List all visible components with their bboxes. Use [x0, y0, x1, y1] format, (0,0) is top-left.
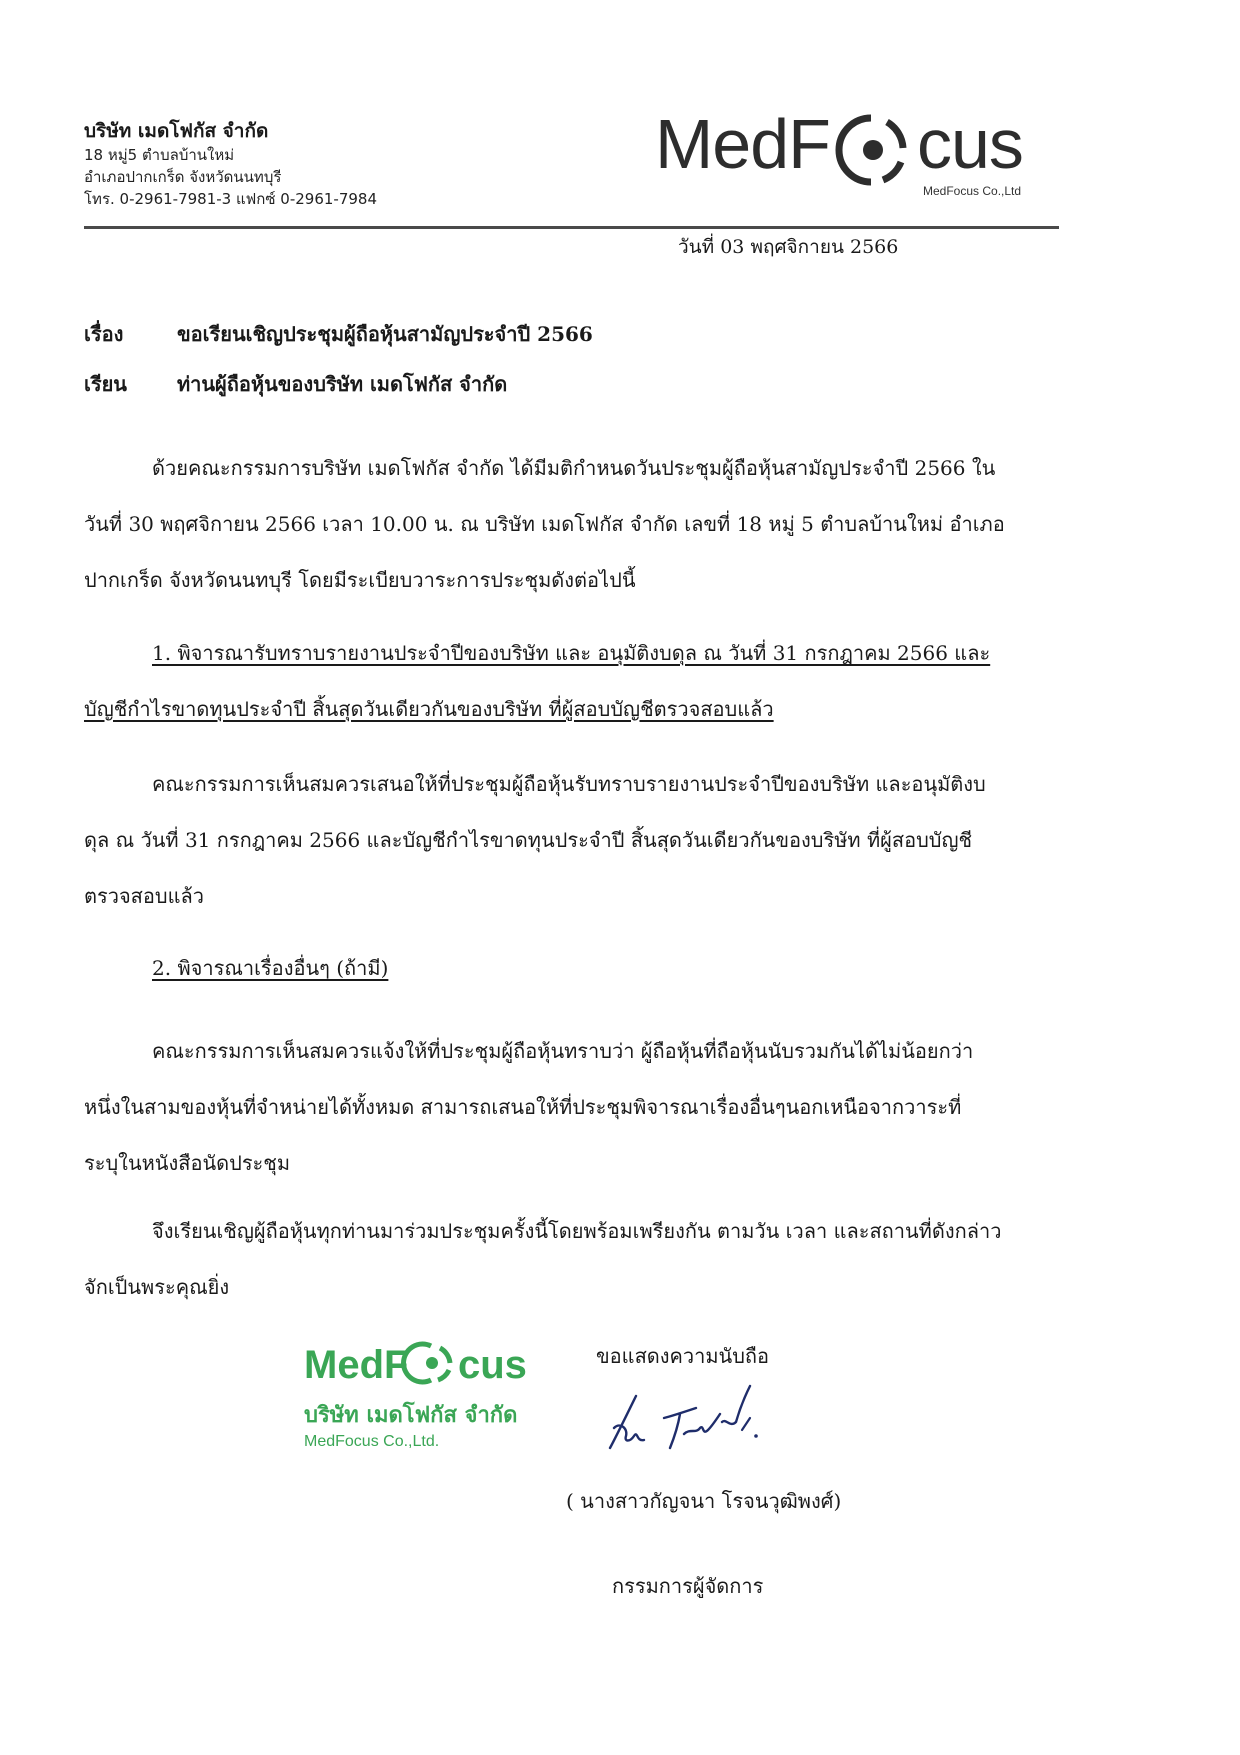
stamp-logo-cus: cus	[458, 1343, 527, 1387]
recipient-row	[84, 368, 507, 400]
focus-ring-icon	[839, 118, 903, 182]
address-line-2: อำเภอปากเกร็ด จังหวัดนนทบุรี	[84, 168, 282, 186]
subject-row	[84, 318, 593, 350]
logo-text-med: MedF	[655, 105, 830, 183]
agenda-item-2-title	[84, 940, 1144, 996]
stamp-logo-med: MedF	[304, 1343, 409, 1387]
logo-subtitle: MedFocus Co.,Ltd	[923, 184, 1022, 198]
item1-body-line-3: ตรวจสอบแล้ว	[84, 884, 204, 908]
item2-body-line-1: คณะกรรมการเห็นสมควรแจ้งให้ที่ประชุมผู้ถือหุ้นทราบว่า ผู้ถือหุ้นที่ถือหุ้นนับรวมกันได้ไม่น้อยกว่า	[152, 1039, 974, 1063]
closing-line-1: จึงเรียนเชิญผู้ถือหุ้นทุกท่านมาร่วมประชุมครั้งนี้โดยพร้อมเพรียงกัน ตามวัน เวลา และสถานที่ดังกล่าว	[152, 1219, 1002, 1243]
handwritten-signature	[600, 1378, 800, 1468]
subject-text: ขอเรียนเชิญประชุมผู้ถือหุ้นสามัญประจำปี 2566	[176, 322, 593, 346]
item1-body-line-1: คณะกรรมการเห็นสมควรเสนอให้ที่ประชุมผู้ถือหุ้นรับทราบรายงานประจำปีของบริษัท และอนุมัติงบ	[152, 772, 986, 796]
company-name: บริษัท เมดโฟกัส จำกัด	[84, 120, 269, 142]
signer-title: กรรมการผู้จัดการ	[612, 1574, 764, 1598]
stamp-focus-ring-icon	[404, 1344, 450, 1382]
recipient-text: ท่านผู้ถือหุ้นของบริษัท เมดโฟกัส จำกัด	[176, 372, 508, 396]
item1-body-line-2: ดุล ณ วันที่ 31 กรกฎาคม 2566 และบัญชีกำไรขาดทุนประจำปี สิ้นสุดวันเดียวกันของบริษัท ที่ผู้สอบบัญชี	[84, 828, 973, 852]
regards-text: ขอแสดงความนับถือ	[596, 1344, 770, 1368]
item2-body-line-3: ระบุในหนังสือนัดประชุม	[84, 1151, 291, 1175]
recipient-label: เรียน	[84, 372, 127, 396]
stamp-english-name: MedFocus Co.,Ltd.	[304, 1433, 440, 1450]
intro-line-3: ปากเกร็ด จังหวัดนนทบุรี โดยมีระเบียบวาระการประชุมดังต่อไปนี้	[84, 568, 636, 592]
closing-line-2: จักเป็นพระคุณยิ่ง	[84, 1275, 230, 1299]
item2-title: 2. พิจารณาเรื่องอื่นๆ (ถ้ามี)	[152, 956, 389, 980]
agenda-item-2-body	[84, 1023, 1144, 1191]
logo-text-cus: cus	[917, 105, 1023, 183]
company-stamp	[300, 1330, 570, 1480]
intro-line-2: วันที่ 30 พฤศจิกายน 2566 เวลา 10.00 น. ณ บริษัท เมดโฟกัส จำกัด เลขที่ 18 หมู่ 5 ตำบลบ้านใหม่ อำเภอ	[84, 512, 1005, 536]
contact-line: โทร. 0-2961-7981-3 แฟกซ์ 0-2961-7984	[84, 190, 378, 208]
agenda-item-1-title	[84, 625, 1144, 737]
item1-title-line-1: 1. พิจารณารับทราบรายงานประจำปีของบริษัท และ อนุมัติงบดุล ณ วันที่ 31 กรกฎาคม 2566 และ	[152, 641, 991, 665]
medfocus-logo	[655, 100, 1055, 205]
agenda-item-1-body	[84, 756, 1144, 924]
intro-paragraph	[84, 440, 1144, 608]
address-line-1: 18 หมู่5 ตำบลบ้านใหม่	[84, 146, 235, 164]
document-date: วันที่ 03 พฤศจิกายน 2566	[678, 236, 899, 258]
signer-name: ( นางสาวกัญจนา โรจนวุฒิพงศ์)	[566, 1489, 842, 1513]
closing-paragraph	[84, 1203, 1144, 1315]
logo-graphic	[655, 100, 1055, 205]
company-header	[84, 118, 377, 210]
item2-body-line-2: หนึ่งในสามของหุ้นที่จำหน่ายได้ทั้งหมด สามารถเสนอให้ที่ประชุมพิจารณาเรื่องอื่นๆนอกเหนือจากวาระที่	[84, 1095, 962, 1119]
intro-line-1: ด้วยคณะกรรมการบริษัท เมดโฟกัส จำกัด ได้มีมติกำหนดวันประชุมผู้ถือหุ้นสามัญประจำปี 2566 ใน	[152, 456, 996, 480]
header-divider	[84, 226, 1059, 229]
subject-label: เรื่อง	[84, 322, 124, 346]
stamp-thai-name: บริษัท เมดโฟกัส จำกัด	[304, 1403, 518, 1428]
stamp-graphic	[300, 1330, 570, 1480]
item1-title-line-2: บัญชีกำไรขาดทุนประจำปี สิ้นสุดวันเดียวกันของบริษัท ที่ผู้สอบบัญชีตรวจสอบแล้ว	[84, 697, 774, 721]
